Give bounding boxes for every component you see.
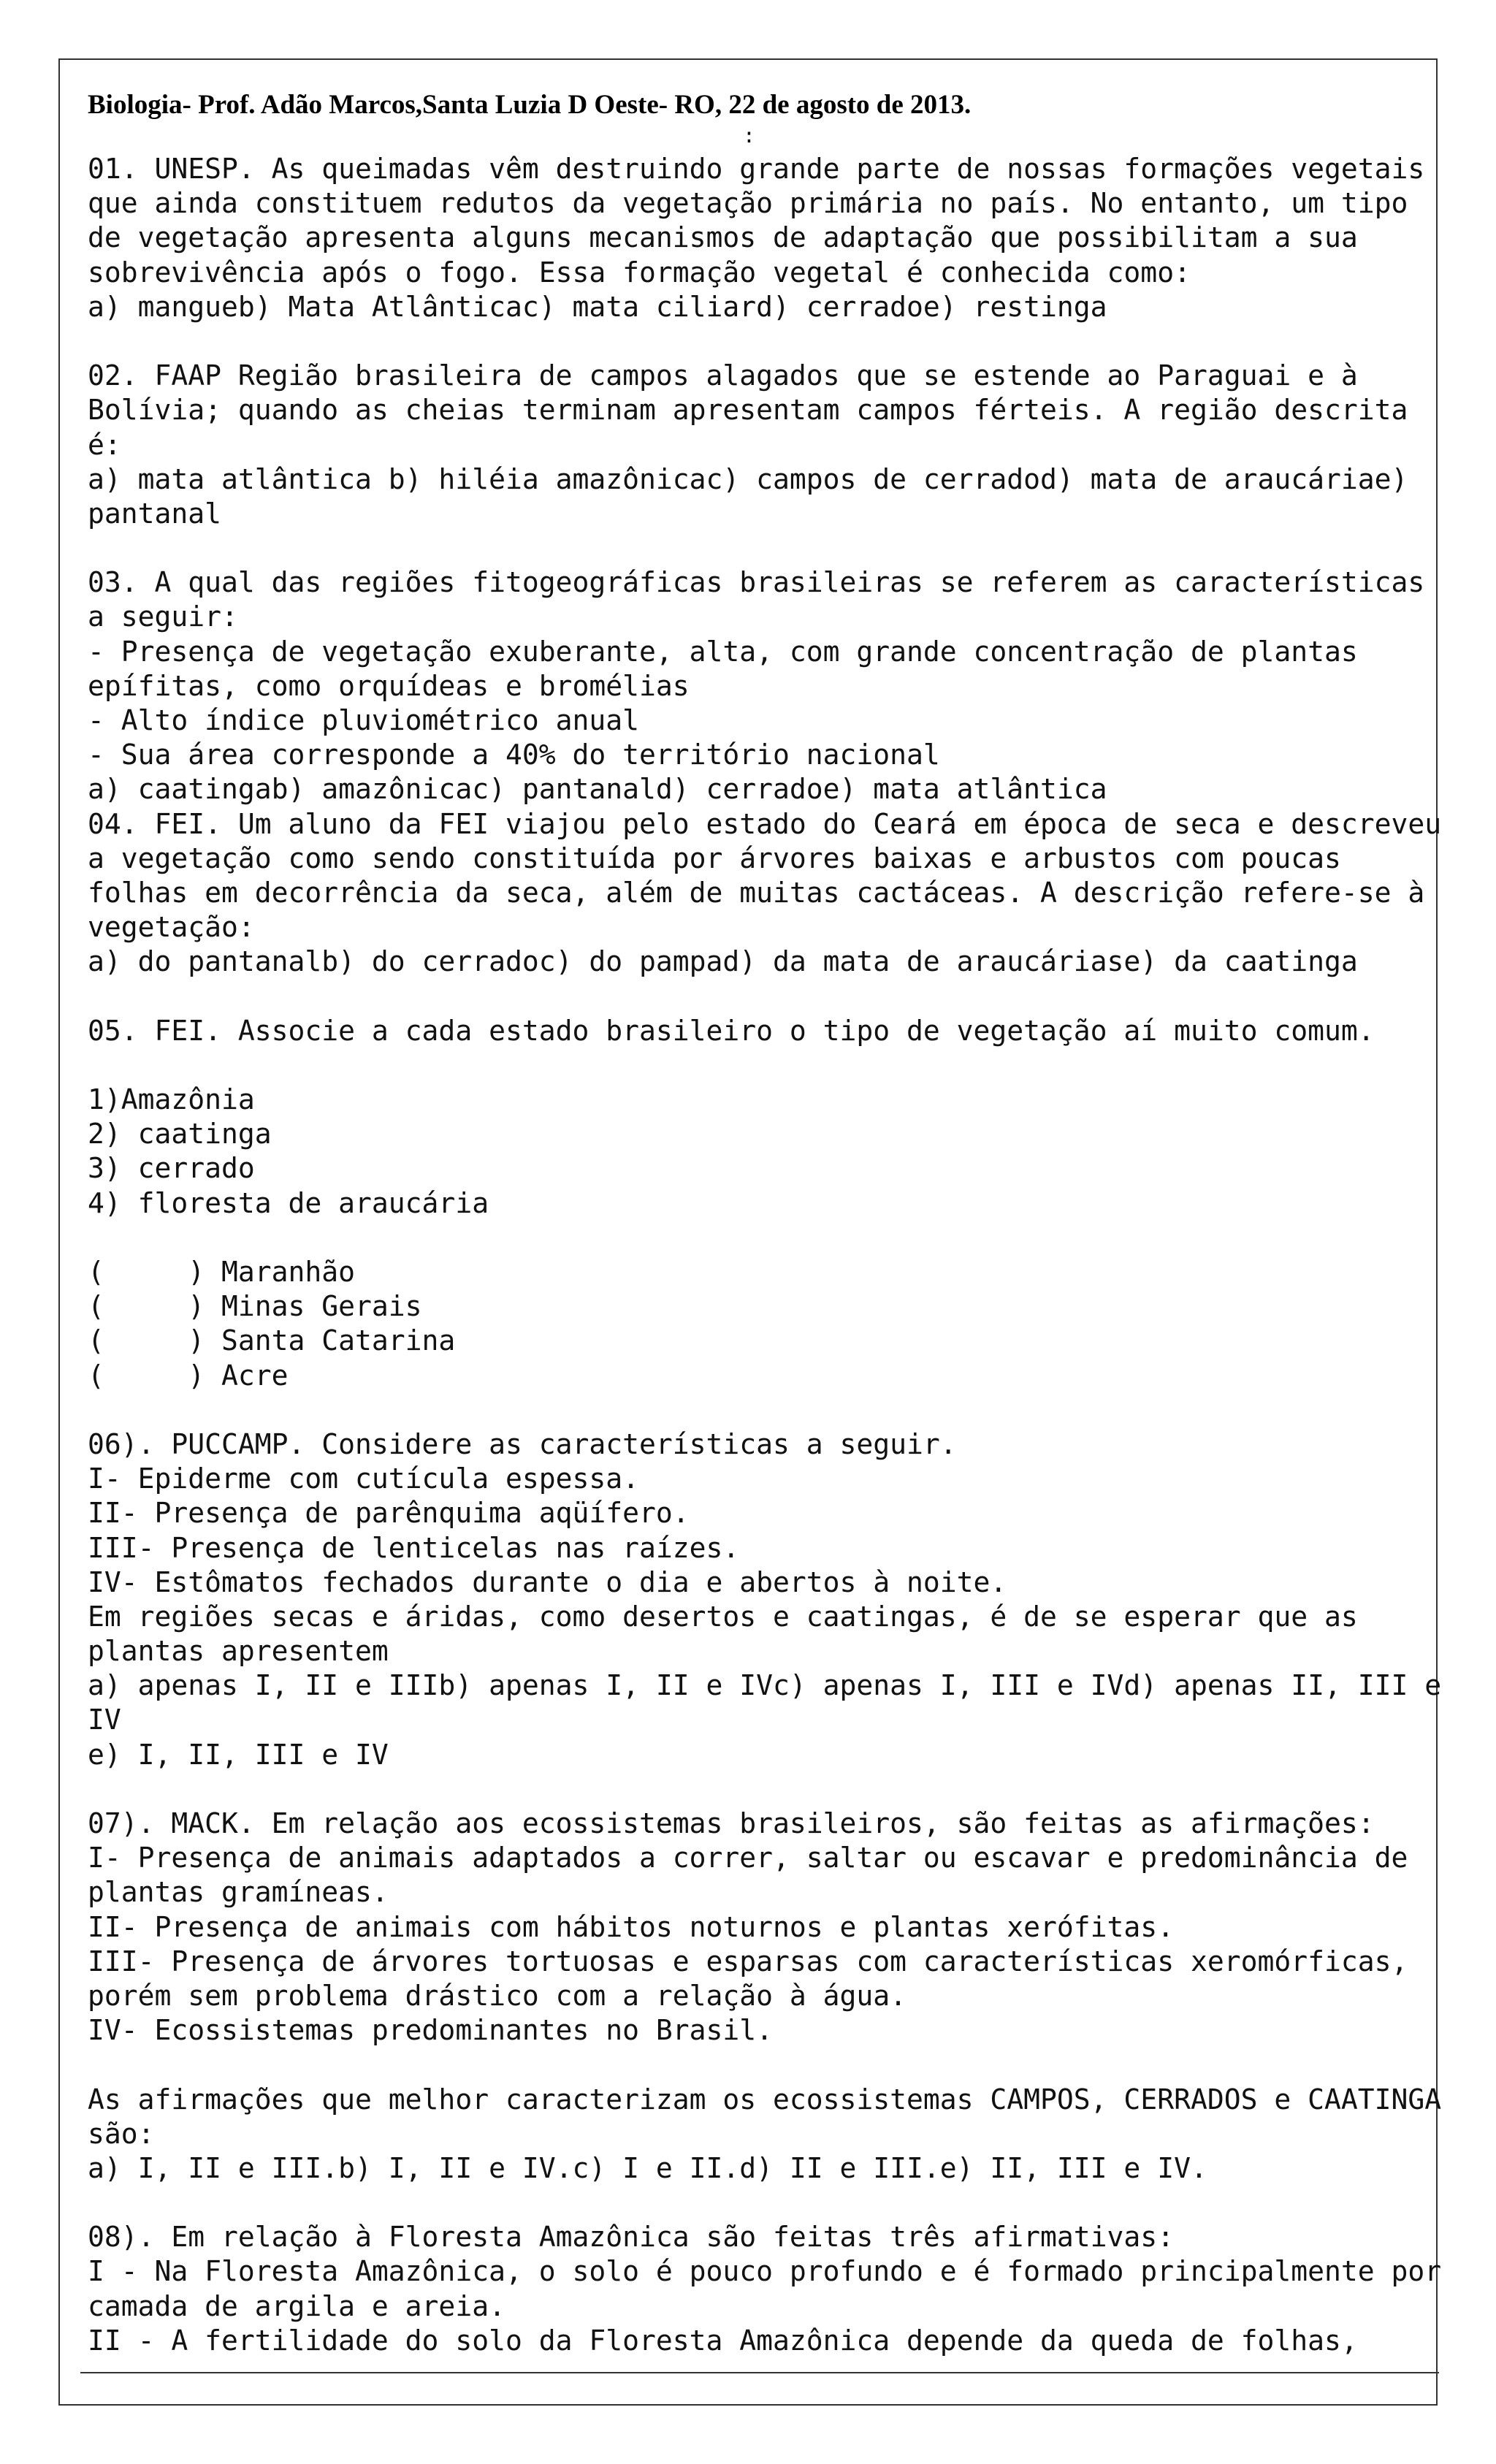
text-line: I- Presença de animais adaptados a correr, saltar ou escavar e predominância de xyxy=(88,1842,1408,1874)
text-line: 4) floresta de araucária xyxy=(88,1186,489,1219)
text-line: 05. FEI. Associe a cada estado brasileiro o tipo de vegetação aí muito comum. xyxy=(88,1014,1375,1047)
text-line: é: xyxy=(88,428,121,461)
text-line: II - A fertilidade do solo da Floresta Amazônica depende da queda de folhas, xyxy=(88,2324,1358,2357)
text-line: a) do pantanalb) do cerradoc) do pampad) da mata de araucáriase) da caatinga xyxy=(88,945,1358,978)
text-line: camada de argila e areia. xyxy=(88,2289,505,2322)
text-line: - Sua área corresponde a 40% do território nacional xyxy=(88,739,940,771)
text-line: 2) caatinga xyxy=(88,1118,272,1151)
text-line: Bolívia; quando as cheias terminam apresentam campos férteis. A região descrita xyxy=(88,394,1408,427)
text-line: 3) cerrado xyxy=(88,1152,255,1185)
page-title: Biologia- Prof. Adão Marcos,Santa Luzia D Oeste- RO, 22 de agosto de 2013. xyxy=(88,90,972,120)
text-line xyxy=(88,980,1424,1014)
text-line: 01. UNESP. As queimadas vêm destruindo grande parte de nossas formações vegetais xyxy=(88,153,1425,185)
text-line xyxy=(88,2048,1424,2082)
text-line: IV- Estômatos fechados durante o dia e abertos à noite. xyxy=(88,1565,1007,1598)
text-line: ( ) Acre xyxy=(88,1359,289,1392)
text-line: 06). PUCCAMP. Considere as características a seguir. xyxy=(88,1427,957,1460)
text-line: III- Presença de lenticelas nas raízes. xyxy=(88,1531,740,1564)
text-line: II- Presença de parênquima aqüífero. xyxy=(88,1497,690,1530)
text-line: a) mata atlântica b) hiléia amazônicac) campos de cerradod) mata de araucáriae) xyxy=(88,462,1408,495)
text-line: de vegetação apresenta alguns mecanismos de adaptação que possibilitam a sua xyxy=(88,221,1358,254)
bottom-divider xyxy=(80,2372,1439,2373)
text-line: I - Na Floresta Amazônica, o solo é pouco profundo e é formado principalmente por xyxy=(88,2255,1442,2288)
text-line: I- Epiderme com cutícula espessa. xyxy=(88,1462,639,1495)
text-line: IV- Ecossistemas predominantes no Brasil. xyxy=(88,2014,773,2047)
text-line xyxy=(88,531,1424,565)
text-line: plantas apresentem xyxy=(88,1635,389,1668)
text-line: sobrevivência após o fogo. Essa formação vegetal é conhecida como: xyxy=(88,256,1191,289)
text-line: a) mangueb) Mata Atlânticac) mata ciliard) cerradoe) restinga xyxy=(88,290,1107,323)
text-line: epífitas, como orquídeas e bromélias xyxy=(88,669,690,702)
text-line: porém sem problema drástico com a relação à água. xyxy=(88,1979,907,2012)
text-line xyxy=(88,1221,1424,1255)
text-line: 08). Em relação à Floresta Amazônica são feitas três afirmativas: xyxy=(88,2221,1175,2254)
document-body xyxy=(88,152,1442,2358)
text-line xyxy=(88,1048,1424,1083)
text-line: - Presença de vegetação exuberante, alta, com grande concentração de plantas xyxy=(88,635,1358,668)
text-line: - Alto índice pluviométrico anual xyxy=(88,704,639,736)
text-line: pantanal xyxy=(88,497,222,530)
text-line: são: xyxy=(88,2117,155,2150)
text-line: a) caatingab) amazônicac) pantanald) cerradoe) mata atlântica xyxy=(88,773,1107,806)
text-line: ( ) Santa Catarina xyxy=(88,1324,456,1357)
text-line: II- Presença de animais com hábitos noturnos e plantas xerófitas. xyxy=(88,1910,1175,1943)
text-line: ( ) Minas Gerais xyxy=(88,1290,422,1323)
text-line xyxy=(88,1772,1424,1807)
header-mark: : xyxy=(743,123,755,148)
text-line: 1)Amazônia xyxy=(88,1083,255,1116)
text-line: 02. FAAP Região brasileira de campos alagados que se estende ao Paraguai e à xyxy=(88,359,1358,392)
text-line: a vegetação como sendo constituída por árvores baixas e arbustos com poucas xyxy=(88,842,1341,874)
text-line: 03. A qual das regiões fitogeográficas brasileiras se referem as características xyxy=(88,566,1425,599)
text-line: Em regiões secas e áridas, como desertos e caatingas, é de se esperar que as xyxy=(88,1600,1358,1633)
text-line: vegetação: xyxy=(88,911,255,944)
text-line xyxy=(88,324,1424,359)
text-line: folhas em decorrência da seca, além de muitas cactáceas. A descrição refere-se à xyxy=(88,876,1425,909)
text-line: a seguir: xyxy=(88,600,238,633)
text-line: 04. FEI. Um aluno da FEI viajou pelo estado do Ceará em época de seca e descreveu xyxy=(88,807,1442,840)
text-line: 07). MACK. Em relação aos ecossistemas brasileiros, são feitas as afirmações: xyxy=(88,1807,1375,1839)
text-line xyxy=(88,1393,1424,1427)
text-line: As afirmações que melhor caracterizam os ecossistemas CAMPOS, CERRADOS e CAATINGA xyxy=(88,2083,1442,2116)
text-line: que ainda constituem redutos da vegetação primária no país. No entanto, um tipo xyxy=(88,187,1408,220)
text-line: IV xyxy=(88,1704,121,1736)
text-line: plantas gramíneas. xyxy=(88,1876,389,1909)
text-line: III- Presença de árvores tortuosas e esparsas com características xeromórficas, xyxy=(88,1945,1408,1977)
text-line: a) apenas I, II e IIIb) apenas I, II e IVc) apenas I, III e IVd) apenas II, III e xyxy=(88,1669,1442,1702)
text-line xyxy=(88,2186,1424,2220)
text-line: ( ) Maranhão xyxy=(88,1256,356,1288)
text-line: e) I, II, III e IV xyxy=(88,1738,389,1771)
text-line: a) I, II e III.b) I, II e IV.c) I e II.d) II e III.e) II, III e IV. xyxy=(88,2151,1207,2184)
